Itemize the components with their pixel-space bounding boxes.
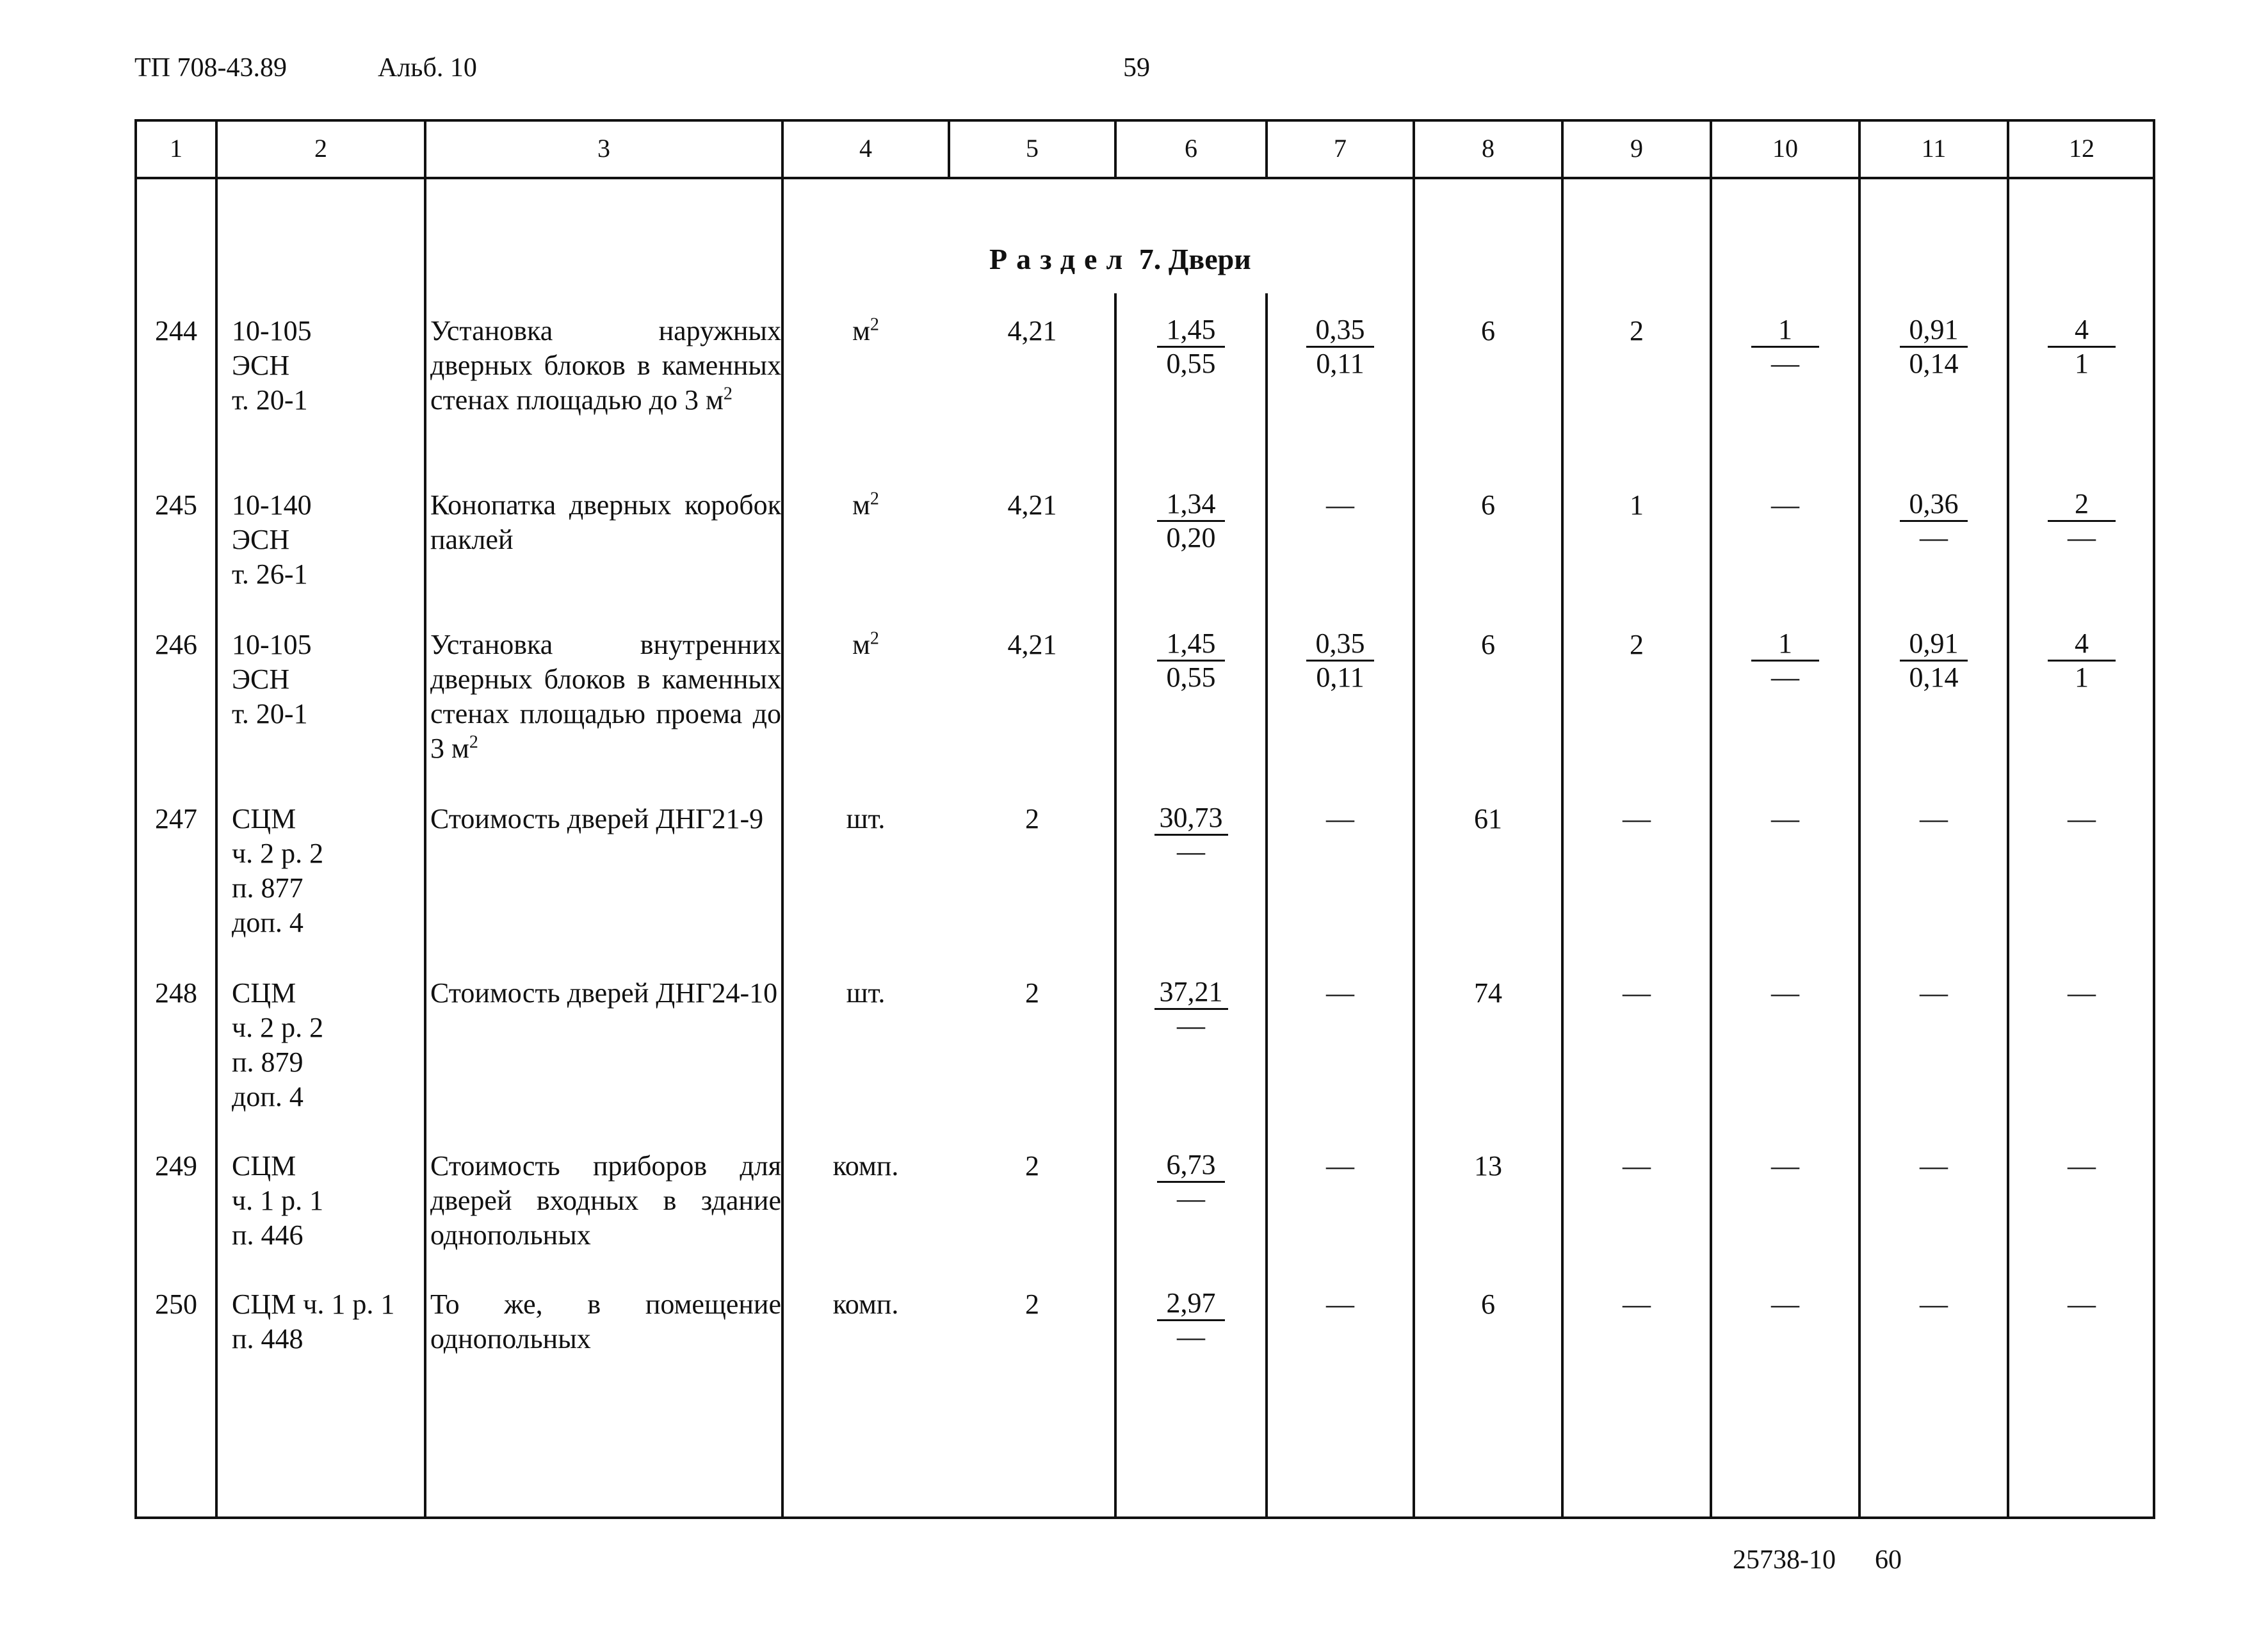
cell-c6 [1117,1149,1265,1216]
fraction-denominator: 0,14 [1909,662,1959,693]
cell-c8: 6 [1481,489,1495,521]
fraction-denominator: — [2068,522,2096,553]
fraction-denominator: — [1177,1010,1205,1041]
cell-c10: — [1771,977,1799,1009]
fraction [1751,314,1819,380]
description-text: Стоимость приборов для дверей входных в здание однопольных [430,1150,781,1251]
fraction-denominator: — [1771,662,1799,693]
fraction-denominator: — [1920,522,1948,553]
code-line: п. 448 [232,1323,304,1354]
cell-c6 [1117,976,1265,1043]
fraction-denominator: 0,55 [1166,662,1216,693]
unit-text: м [852,315,870,346]
code-line: ЭСН [232,350,290,381]
fraction-numerator: 2 [2048,488,2116,522]
cell-c12 [2009,314,2154,381]
item-number: 244 [155,315,197,346]
cell-c11: — [1920,803,1948,834]
fraction-numerator: 1,45 [1157,628,1225,662]
cell-c6 [1117,314,1265,381]
item-description [430,314,781,418]
cell-c9: — [1623,1150,1651,1182]
column-header: 1 [170,134,182,163]
footer-page-number: 60 [1875,1545,1902,1575]
cell-c11 [1861,488,2007,555]
fraction-denominator: 0,55 [1166,348,1216,379]
fraction-numerator: 37,21 [1154,976,1228,1010]
superscript: 2 [469,732,478,752]
quantity: 2 [1025,977,1039,1009]
cell-c12: — [2068,977,2096,1009]
quantity: 4,21 [1007,629,1057,660]
section-word: Раздел [989,243,1132,275]
code-line: т. 20-1 [232,698,308,729]
item-number: 246 [155,629,197,660]
column-header: 7 [1334,134,1347,163]
cell-c11: — [1920,1289,1948,1320]
item-description [430,976,781,1011]
section-title: 7. Двери [1138,243,1251,275]
cell-c9: 2 [1630,629,1644,660]
fraction-denominator: — [1177,836,1205,867]
cell-c9: 2 [1630,315,1644,346]
cell-c7: — [1326,1150,1354,1182]
item-code [232,976,424,1114]
item-number: 247 [155,803,197,834]
quantity: 4,21 [1007,315,1057,346]
item-description [430,1149,781,1253]
description-text: То же, в помещение однопольных [430,1289,781,1354]
fraction [1900,628,1968,694]
item-description [430,628,781,766]
column-header: 3 [597,134,610,163]
fraction-numerator: 0,36 [1900,488,1968,522]
column-divider [1265,293,1268,1519]
item-code [232,1287,424,1356]
cell-c10: — [1771,803,1799,834]
fraction [1157,488,1225,554]
fraction [1157,628,1225,694]
fraction-numerator: 4 [2048,628,2116,662]
cell-c11 [1861,628,2007,695]
album-number: Альб. 10 [378,53,477,83]
description-text: Установка наружных дверных блоков в каменных стенах площадью до 3 м [430,315,781,416]
column-header: 8 [1482,134,1494,163]
cell-c7: — [1326,1289,1354,1320]
fraction-denominator: 0,20 [1166,522,1216,553]
item-code [232,802,424,940]
quantity: 2 [1025,803,1039,834]
unit-text: м [852,489,870,521]
code-line: ч. 2 р. 2 [232,1012,324,1043]
fraction-denominator: — [1177,1183,1205,1214]
fraction-numerator: 0,91 [1900,314,1968,348]
column-divider [215,119,218,1519]
unit [784,488,948,523]
item-number: 248 [155,977,197,1009]
fraction-denominator: 0,11 [1316,662,1365,693]
superscript: 2 [870,628,879,649]
cell-c7: — [1326,977,1354,1009]
fraction [2048,488,2116,554]
cell-c12 [2009,628,2154,695]
cell-c7 [1268,314,1413,381]
quantity: 2 [1025,1289,1039,1320]
column-header: 12 [2069,134,2094,163]
cell-c9: — [1623,1289,1651,1320]
unit-text: комп. [832,1289,899,1320]
fraction-numerator: 2,97 [1157,1287,1225,1321]
cell-c6 [1117,1287,1265,1354]
code-line: 10-105 [232,629,312,660]
fraction-denominator: — [1177,1321,1205,1353]
fraction [1154,802,1228,868]
code-line: СЦМ [232,803,296,834]
cell-c8: 13 [1474,1150,1502,1182]
code-line: доп. 4 [232,1081,304,1112]
fraction-numerator: 0,91 [1900,628,1968,662]
item-code [232,628,424,731]
unit [784,314,948,348]
document-code: ТП 708-43.89 [134,53,287,83]
item-description [430,488,781,557]
cell-c10: — [1771,1150,1799,1182]
fraction-denominator: 1 [2075,348,2089,379]
column-header: 6 [1185,134,1197,163]
fraction-numerator: 1 [1751,314,1819,348]
cell-c10: — [1771,1289,1799,1320]
code-line: СЦМ ч. 1 р. 1 [232,1289,395,1320]
cell-c9: — [1623,803,1651,834]
fraction [1751,628,1819,694]
fraction [2048,314,2116,380]
unit [784,976,948,1011]
fraction-numerator: 6,73 [1157,1149,1225,1183]
unit [784,802,948,836]
page-number: 59 [1123,53,1150,83]
column-header: 11 [1921,134,1947,163]
unit-text: шт. [846,803,886,834]
quantity: 4,21 [1007,489,1057,521]
code-line: доп. 4 [232,907,304,938]
description-text: Установка внутренних дверных блоков в каменных стенах площадью проема до 3 м [430,629,781,764]
cell-c12 [2009,488,2154,555]
quantity: 2 [1025,1150,1039,1182]
fraction [2048,628,2116,694]
code-line: СЦМ [232,1150,296,1182]
column-header: 9 [1630,134,1643,163]
cell-c12: — [2068,1150,2096,1182]
item-code [232,314,424,418]
description-text: Стоимость дверей ДНГ24-10 [430,977,778,1009]
unit [784,1287,948,1322]
fraction-denominator: 1 [2075,662,2089,693]
code-line: п. 446 [232,1219,304,1251]
column-header: 5 [1026,134,1039,163]
fraction-denominator: — [1771,348,1799,379]
code-line: п. 877 [232,872,304,904]
code-line: 10-105 [232,315,312,346]
item-number: 249 [155,1150,197,1182]
cell-c7: — [1326,489,1354,521]
superscript: 2 [723,384,733,404]
item-number: 250 [155,1289,197,1320]
column-header: 4 [859,134,872,163]
unit-text: м [852,629,870,660]
cell-c11: — [1920,1150,1948,1182]
description-text: Стоимость дверей ДНГ21-9 [430,803,764,834]
code-line: ЭСН [232,663,290,695]
cell-c9: — [1623,977,1651,1009]
code-line: ч. 1 р. 1 [232,1185,324,1216]
fraction [1900,488,1968,554]
cell-c8: 6 [1481,315,1495,346]
cell-c6 [1117,802,1265,869]
item-description [430,1287,781,1356]
cell-c6 [1117,628,1265,695]
fraction-numerator: 4 [2048,314,2116,348]
superscript: 2 [870,489,879,509]
fraction-numerator: 1,34 [1157,488,1225,522]
section-heading [989,242,1251,276]
column-divider [424,119,426,1519]
fraction-numerator: 0,35 [1306,628,1374,662]
cell-c10 [1712,628,1858,695]
code-line: ч. 2 р. 2 [232,838,324,869]
fraction-numerator: 1,45 [1157,314,1225,348]
item-code [232,1149,424,1253]
cell-c6 [1117,488,1265,555]
fraction [1157,314,1225,380]
code-line: СЦМ [232,977,296,1009]
fraction [1900,314,1968,380]
cell-c9: 1 [1630,489,1644,521]
fraction [1157,1287,1225,1353]
unit [784,1149,948,1183]
header-separator [134,177,2155,179]
fraction [1157,1149,1225,1215]
cell-c10: — [1771,489,1799,521]
fraction-denominator: 0,14 [1909,348,1959,379]
unit-text: комп. [832,1150,899,1182]
fraction-numerator: 30,73 [1154,802,1228,836]
fraction [1306,314,1374,380]
item-number: 245 [155,489,197,521]
archive-number: 25738-10 [1733,1545,1836,1575]
column-header: 2 [314,134,327,163]
unit [784,628,948,662]
cell-c8: 6 [1481,629,1495,660]
superscript: 2 [870,314,879,335]
fraction-numerator: 0,35 [1306,314,1374,348]
code-line: 10-140 [232,489,312,521]
cell-c11: — [1920,977,1948,1009]
item-description [430,802,781,836]
cell-c7: — [1326,803,1354,834]
unit-text: шт. [846,977,886,1009]
cell-c7 [1268,628,1413,695]
description-text: Конопатка дверных коробок паклей [430,489,781,555]
fraction [1306,628,1374,694]
cell-c8: 6 [1481,1289,1495,1320]
cell-c8: 74 [1474,977,1502,1009]
column-header: 10 [1772,134,1798,163]
fraction-denominator: 0,11 [1316,348,1365,379]
cell-c11 [1861,314,2007,381]
code-line: т. 26-1 [232,558,308,590]
code-line: т. 20-1 [232,384,308,416]
code-line: ЭСН [232,524,290,555]
fraction [1154,976,1228,1042]
cell-c10 [1712,314,1858,381]
code-line: п. 879 [232,1046,304,1078]
cell-c12: — [2068,1289,2096,1320]
fraction-numerator: 1 [1751,628,1819,662]
cell-c8: 61 [1474,803,1502,834]
cell-c12: — [2068,803,2096,834]
item-code [232,488,424,592]
